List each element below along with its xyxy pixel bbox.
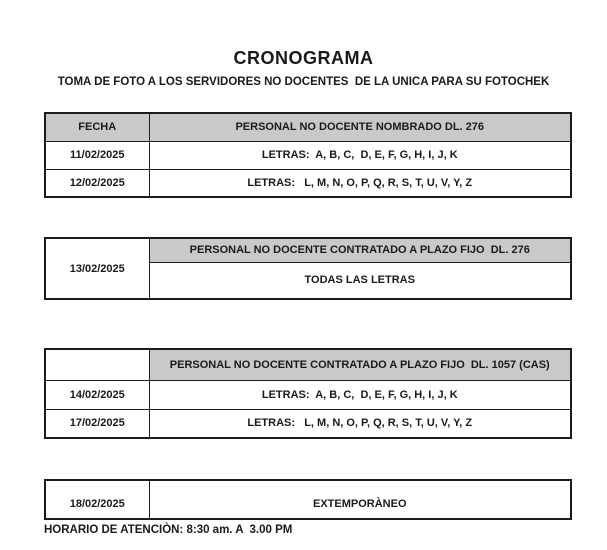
- date-cell: 12/02/2025: [45, 169, 149, 197]
- table-contratado-dl276: [44, 237, 572, 300]
- attention-hours-note: HORARIO DE ATENCIÒN: 8:30 am. A 3.00 PM: [44, 524, 293, 536]
- page-subtitle: TOMA DE FOTO A LOS SERVIDORES NO DOCENTES DE LA UNICA PARA SU FOTOCHEK: [57, 76, 550, 88]
- header-cell-personal: PERSONAL NO DOCENTE NOMBRADO DL. 276: [149, 113, 571, 141]
- table-header-row: [45, 113, 571, 141]
- table-header-row: [45, 238, 571, 262]
- header-cell-personal: PERSONAL NO DOCENTE CONTRATADO A PLAZO FIJO DL. 276: [149, 238, 571, 262]
- table-row: [45, 169, 571, 197]
- letters-cell: TODAS LAS LETRAS: [149, 262, 571, 299]
- table-row: [45, 141, 571, 169]
- table-contratado-dl1057-cas: [44, 348, 572, 439]
- letters-cell: LETRAS: A, B, C, D, E, F, G, H, I, J, K: [149, 141, 571, 169]
- date-cell: 11/02/2025: [45, 141, 149, 169]
- page-title: CRONOGRAMA: [233, 48, 374, 68]
- table-extemporaneo: [44, 479, 572, 520]
- letters-cell: EXTEMPORÀNEO: [149, 480, 571, 519]
- table-nombrado-dl276: [44, 112, 572, 198]
- table-row: [45, 480, 571, 519]
- empty-header-cell: [45, 349, 149, 380]
- date-cell: 13/02/2025: [45, 238, 149, 299]
- date-cell: 14/02/2025: [45, 380, 149, 409]
- table-row: [45, 409, 571, 438]
- header-cell-personal: PERSONAL NO DOCENTE CONTRATADO A PLAZO FIJO DL. 1057 (CAS): [149, 349, 571, 380]
- letters-cell: LETRAS: A, B, C, D, E, F, G, H, I, J, K: [149, 380, 571, 409]
- letters-cell: LETRAS: L, M, N, O, P, Q, R, S, T, U, V, Y, Z: [149, 169, 571, 197]
- header-cell-fecha: FECHA: [45, 113, 149, 141]
- table-row: [45, 380, 571, 409]
- table-header-row: [45, 349, 571, 380]
- date-cell: 17/02/2025: [45, 409, 149, 438]
- date-cell: 18/02/2025: [45, 480, 149, 519]
- letters-cell: LETRAS: L, M, N, O, P, Q, R, S, T, U, V, Y, Z: [149, 409, 571, 438]
